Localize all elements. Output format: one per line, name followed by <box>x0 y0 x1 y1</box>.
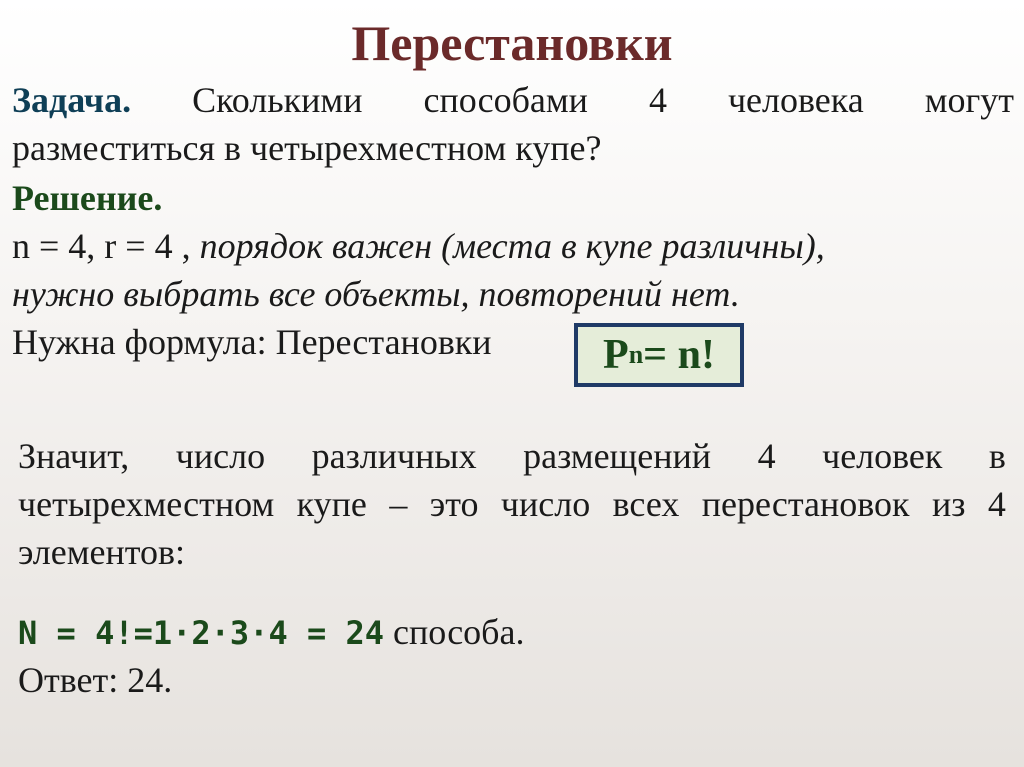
conclusion-word: Значит, <box>18 436 130 476</box>
solution-params-note: порядок важен (места в купе различны), <box>199 226 825 266</box>
formula-rest: = n! <box>643 332 715 378</box>
conclusion-word: перестановок <box>701 484 910 524</box>
conclusion-word: 4 <box>987 484 1006 524</box>
conclusion-word: из <box>931 484 966 524</box>
conclusion-word: это <box>429 484 479 524</box>
task-word: могут <box>924 80 1014 120</box>
result-formula: N = 4!=1·2·3·4 = 24 <box>18 614 385 652</box>
conclusion-word: всех <box>612 484 680 524</box>
conclusion-word: – <box>389 484 408 524</box>
conclusion-line-3: элементов: <box>18 532 186 572</box>
formula-sub: n <box>628 340 644 369</box>
conclusion-word: человек <box>822 436 943 476</box>
result-suffix: способа. <box>384 612 525 652</box>
conclusion-word: в <box>988 436 1006 476</box>
solution-label: Решение. <box>12 178 163 218</box>
task-word: 4 <box>648 80 667 120</box>
task-word: Сколькими <box>192 80 363 120</box>
conclusion-word: различных <box>311 436 477 476</box>
task-line-2: разместиться в четырехместном купе? <box>12 128 602 168</box>
formula-needed-line: Нужна формула: Перестановки <box>12 322 492 362</box>
conclusion-word: 4 <box>757 436 776 476</box>
task-word: человека <box>727 80 864 120</box>
conclusion-word: число <box>500 484 591 524</box>
conclusion-line-1 <box>18 434 1006 478</box>
task-label: Задача. <box>12 80 132 120</box>
slide-title: Перестановки <box>351 15 673 71</box>
solution-params: n = 4, r = 4 , <box>12 226 200 266</box>
conclusion-word: размещений <box>523 436 712 476</box>
task-line-1 <box>12 78 1014 122</box>
solution-params-line <box>12 224 825 268</box>
task-word: способами <box>423 80 588 120</box>
permutation-formula-box <box>574 323 744 387</box>
result-line <box>18 610 524 655</box>
conclusion-line-2 <box>18 482 1006 526</box>
answer-line: Ответ: 24. <box>18 660 173 700</box>
formula-p: P <box>603 332 629 378</box>
conclusion-word: купе <box>296 484 367 524</box>
solution-line-2: нужно выбрать все объекты, повторений нет. <box>12 274 740 314</box>
conclusion-word: число <box>175 436 266 476</box>
conclusion-word: четырехместном <box>18 484 275 524</box>
